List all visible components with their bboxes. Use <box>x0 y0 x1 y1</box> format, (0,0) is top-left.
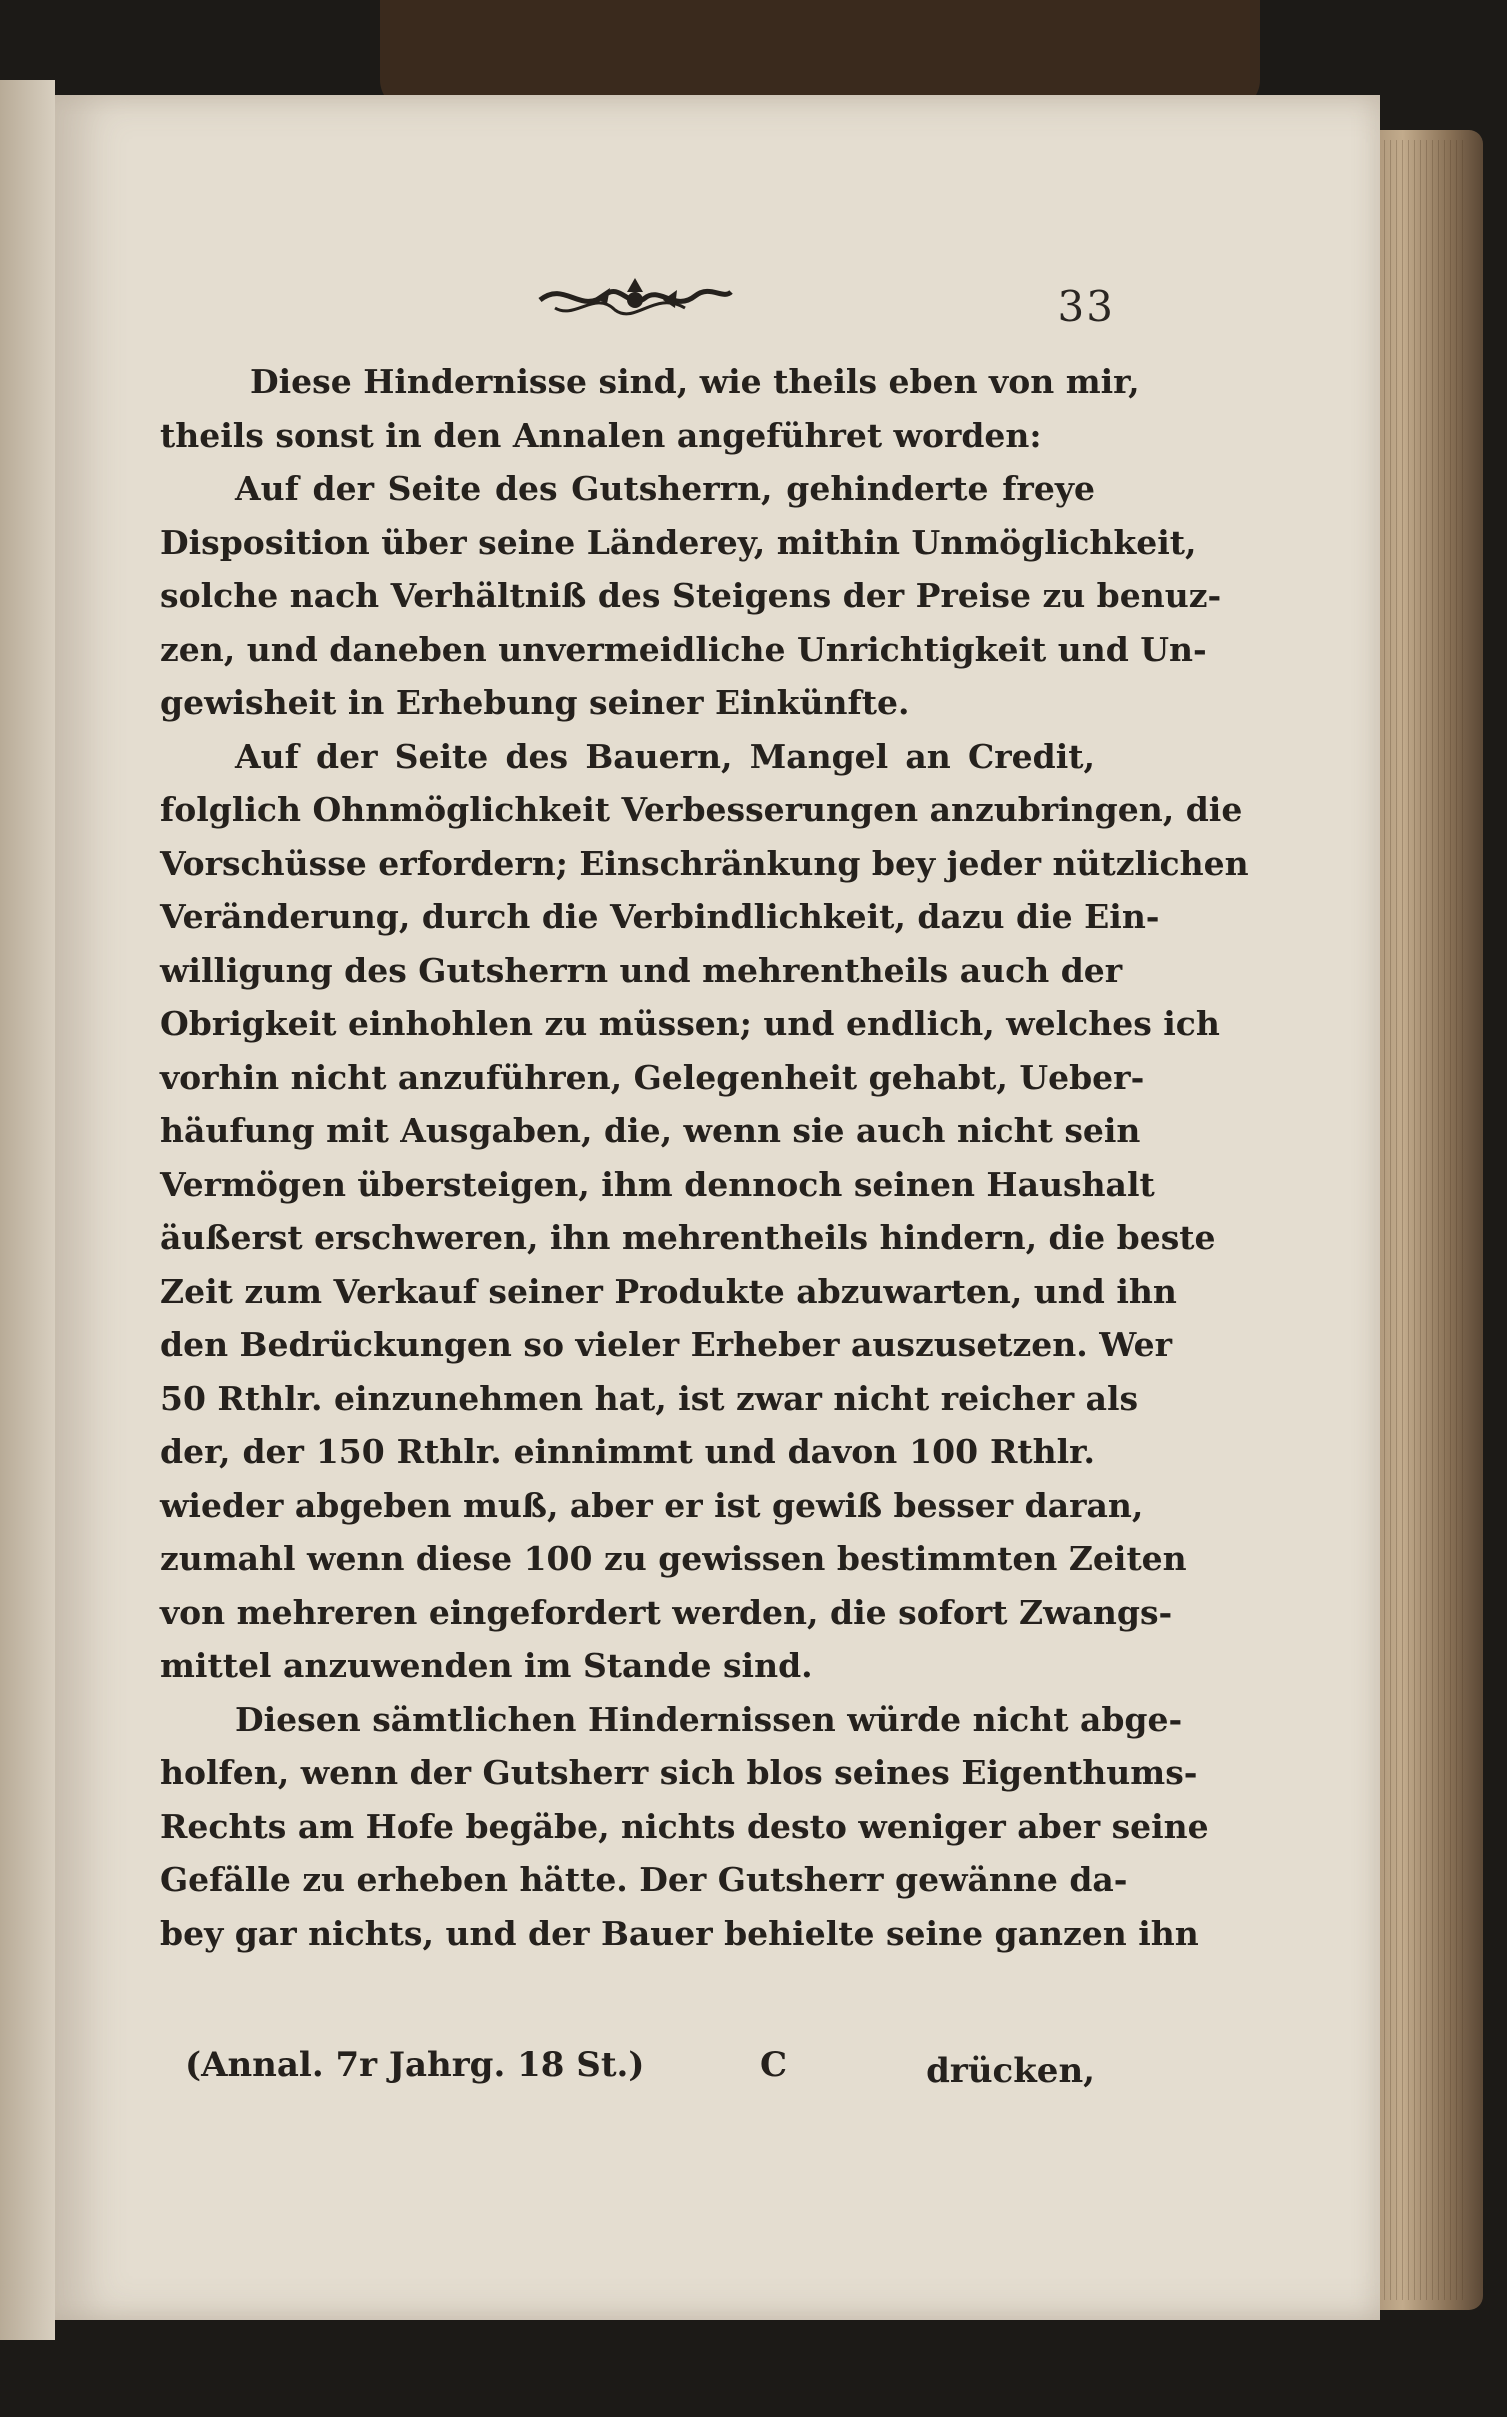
text-line: Vorschüsse erfordern; Einschränkung bey jeder nützlichen <box>160 843 1249 883</box>
text-line: zumahl wenn diese 100 zu gewissen bestimmten Zeiten <box>160 1539 1187 1578</box>
text-line: häufung mit Ausgaben, die, wenn sie auch nicht sein <box>160 1111 1141 1150</box>
left-page-edge <box>0 80 55 2340</box>
text-line: Diesen sämtlichen Hindernissen würde nicht abge- <box>235 1699 1183 1739</box>
page-edges-texture <box>1378 140 1468 2300</box>
text-line: wieder abgeben muß, aber er ist gewiß besser daran, <box>160 1485 1144 1525</box>
text-line: Auf der Seite des Bauern, Mangel an Credit, <box>235 736 1095 776</box>
text-line: 50 Rthlr. einzunehmen hat, ist zwar nicht reicher als <box>160 1378 1139 1418</box>
text-line: Zeit zum Verkauf seiner Produkte abzuwarten, und ihn <box>160 1271 1177 1311</box>
text-line: holfen, wenn der Gutsherr sich blos seines Eigenthums- <box>160 1753 1198 1792</box>
text-line: bey gar nichts, und der Bauer behielte seine ganzen ihn <box>160 1913 1199 1953</box>
text-line: Veränderung, durch die Verbindlichkeit, dazu die Ein- <box>160 897 1160 936</box>
text-line: Auf der Seite des Gutsherrn, gehinderte freye <box>235 469 1095 508</box>
text-line: den Bedrückungen so vieler Erheber auszusetzen. Wer <box>160 1325 1173 1364</box>
text-line: gewisheit in Erhebung seiner Einkünfte. <box>160 683 910 722</box>
text-line: Diese Hindernisse sind, wie theils eben von mir, <box>250 362 1140 401</box>
page-footer <box>185 2045 1095 2095</box>
body-text <box>160 355 1249 1960</box>
text-line: mittel anzuwenden im Stande sind. <box>160 1646 813 1685</box>
text-line: Rechts am Hofe begäbe, nichts desto weniger aber seine <box>160 1806 1209 1846</box>
text-line: Obrigkeit einhohlen zu müssen; und endlich, welches ich <box>160 1004 1220 1043</box>
text-line: theils sonst in den Annalen angeführet worden: <box>160 415 1042 455</box>
text-line: äußerst erschweren, ihn mehrentheils hindern, die beste <box>160 1218 1216 1257</box>
bibliographic-signature: (Annal. 7r Jahrg. 18 St.) <box>185 2045 645 2085</box>
signature-mark: C <box>760 2045 788 2085</box>
catchword: drücken, <box>926 2051 1095 2091</box>
text-line: solche nach Verhältniß des Steigens der Preise zu benuz- <box>160 576 1222 615</box>
page-number: 33 <box>1057 282 1115 331</box>
text-line: folglich Ohnmöglichkeit Verbesserungen anzubringen, die <box>160 790 1243 829</box>
text-line: der, der 150 Rthlr. einnimmt und davon 100 Rthlr. <box>160 1432 1095 1471</box>
ornament-vignette <box>535 270 735 330</box>
text-line: zen, und daneben unvermeidliche Unrichtigkeit und Un- <box>160 629 1207 669</box>
text-line: Gefälle zu erheben hätte. Der Gutsherr gewänne da- <box>160 1860 1128 1899</box>
text-line: willigung des Gutsherrn und mehrentheils auch der <box>160 950 1123 990</box>
text-line: Vermögen übersteigen, ihm dennoch seinen Haushalt <box>160 1164 1155 1204</box>
text-line: von mehreren eingefordert werden, die sofort Zwangs- <box>160 1592 1173 1632</box>
text-line: vorhin nicht anzuführen, Gelegenheit gehabt, Ueber- <box>160 1057 1145 1097</box>
book-cover-top <box>380 0 1260 110</box>
text-line: Disposition über seine Länderey, mithin Unmöglichkeit, <box>160 522 1197 562</box>
